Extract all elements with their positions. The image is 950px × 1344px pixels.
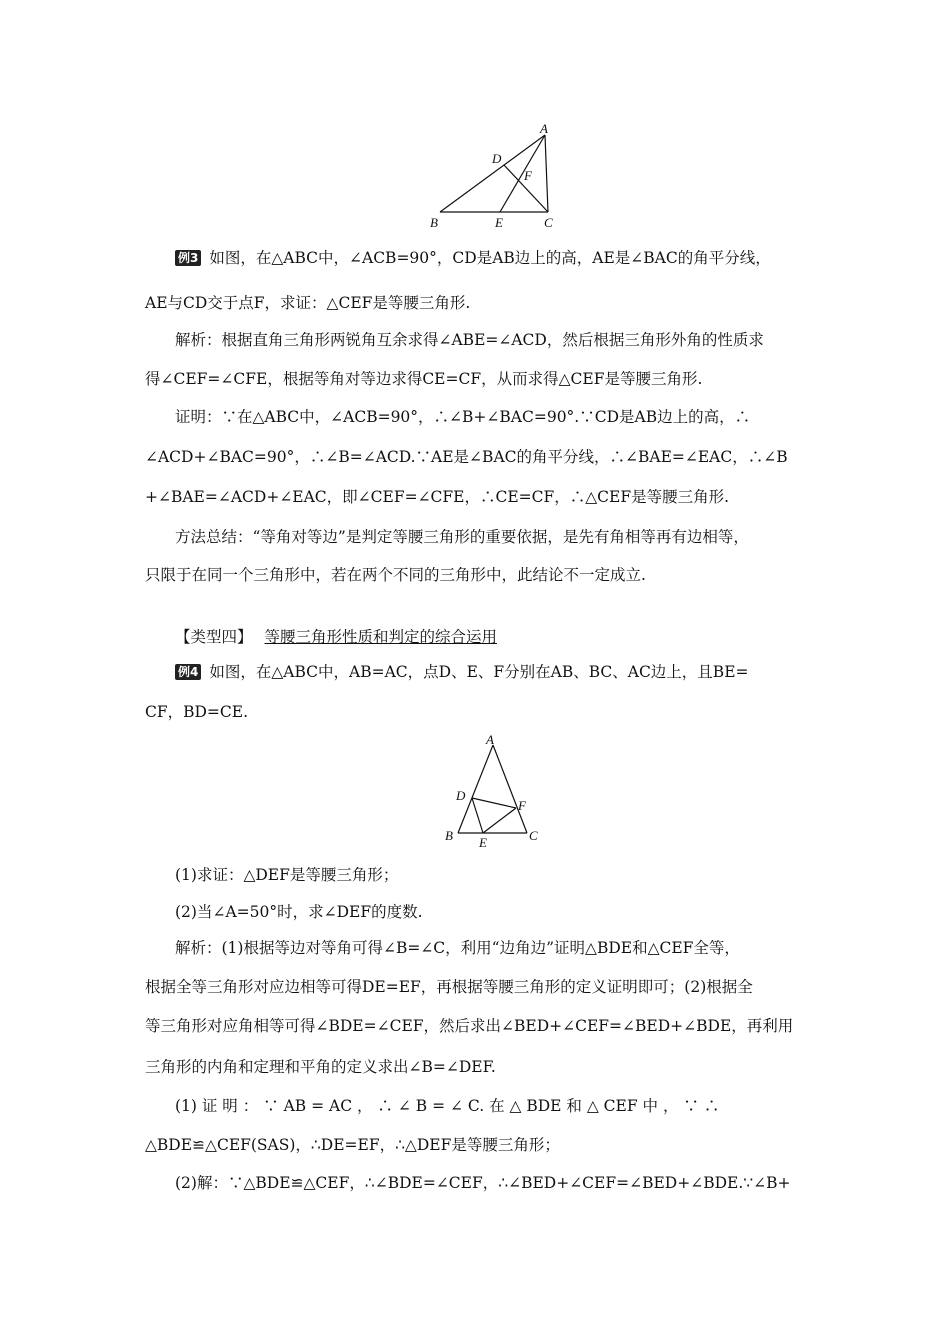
- label-F: F: [524, 168, 532, 183]
- fig2-label-E: E: [479, 835, 487, 850]
- example4-problem-line2: CF，BD=CE.: [145, 703, 249, 721]
- example3-problem-line1: 例3 如图，在△ABC中，∠ACB=90°，CD是AB边上的高，AE是∠BAC的角平分线，: [145, 248, 835, 268]
- figure-isosceles-triangle: [438, 731, 548, 851]
- example4-analysis-line3: 等三角形对应角相等可得∠BDE=∠CEF，然后求出∠BED+∠CEF=∠BED+∠BDE，再利用: [145, 1017, 794, 1035]
- example4-analysis-line1: 解析：(1)根据等边对等角可得∠B=∠C，利用“边角边”证明△BDE和△CEF全等，: [175, 939, 740, 957]
- example4-solution-line1: (2)解：∵△BDE≌△CEF，∴∠BDE=∠CEF，∴∠BED+∠CEF=∠BED+∠BDE.∵∠B+: [175, 1174, 791, 1192]
- fig2-label-B: B: [445, 828, 453, 843]
- label-E: E: [495, 215, 503, 230]
- example4-problem-line1: 例4 如图，在△ABC中，AB=AC，点D、E、F分别在AB、BC、AC边上，且BE=: [145, 662, 835, 682]
- fig2-label-C: C: [529, 828, 538, 843]
- fig2-label-F: F: [518, 798, 526, 813]
- example4-proof-line2: △BDE≌△CEF(SAS)，∴DE=EF，∴△DEF是等腰三角形；: [145, 1136, 560, 1154]
- label-A: A: [540, 121, 548, 136]
- example3-analysis-line2: 得∠CEF=∠CFE，根据等角对等边求得CE=CF，从而求得△CEF是等腰三角形.: [145, 370, 703, 388]
- example4-analysis-line2: 根据全等三角形对应边相等可得DE=EF，再根据等腰三角形的定义证明即可；(2)根据全: [145, 978, 753, 996]
- label-C: C: [544, 215, 553, 230]
- label-B: B: [430, 215, 438, 230]
- example3-proof-line2: ∠ACD+∠BAC=90°，∴∠B=∠ACD.∵AE是∠BAC的角平分线，∴∠BAE=∠EAC，∴∠B: [145, 448, 788, 466]
- example3-summary-line1: 方法总结：“等角对等边”是判定等腰三角形的重要依据，是先有角相等再有边相等，: [175, 528, 749, 546]
- type4-title: 等腰三角形性质和判定的综合运用: [264, 628, 498, 646]
- type4-bracket: 【类型四】: [175, 628, 253, 646]
- example3-proof-line1: 证明：∵在△ABC中，∠ACB=90°，∴∠B+∠BAC=90°.∵CD是AB边上的高，∴: [175, 408, 751, 426]
- example4-proof-line1: (1) 证 明 ： ∵ AB = AC ， ∴ ∠ B = ∠ C. 在 △ BDE 和 △ CEF 中 ， ∵ ∴: [175, 1097, 720, 1115]
- example4-question2: (2)当∠A=50°时，求∠DEF的度数.: [175, 903, 423, 921]
- example3-analysis-line1: 解析：根据直角三角形两锐角互余求得∠ABE=∠ACD，然后根据三角形外角的性质求: [175, 331, 764, 349]
- example3-problem-line2: AE与CD交于点F，求证：△CEF是等腰三角形.: [145, 294, 471, 312]
- example3-badge: 例3: [175, 250, 201, 266]
- example4-question1: (1)求证：△DEF是等腰三角形；: [175, 866, 399, 884]
- example4-badge: 例4: [175, 664, 201, 680]
- figure-right-triangle: [420, 118, 570, 233]
- example4-analysis-line4: 三角形的内角和定理和平角的定义求出∠B=∠DEF.: [145, 1058, 496, 1076]
- type4-heading: [145, 627, 835, 647]
- label-D: D: [492, 151, 502, 166]
- example3-summary-line2: 只限于在同一个三角形中，若在两个不同的三角形中，此结论不一定成立.: [145, 566, 646, 584]
- fig2-label-D: D: [456, 788, 466, 803]
- fig2-label-A: A: [486, 732, 494, 747]
- example3-proof-line3: +∠BAE=∠ACD+∠EAC，即∠CEF=∠CFE，∴CE=CF，∴△CEF是等腰三角形.: [145, 488, 730, 506]
